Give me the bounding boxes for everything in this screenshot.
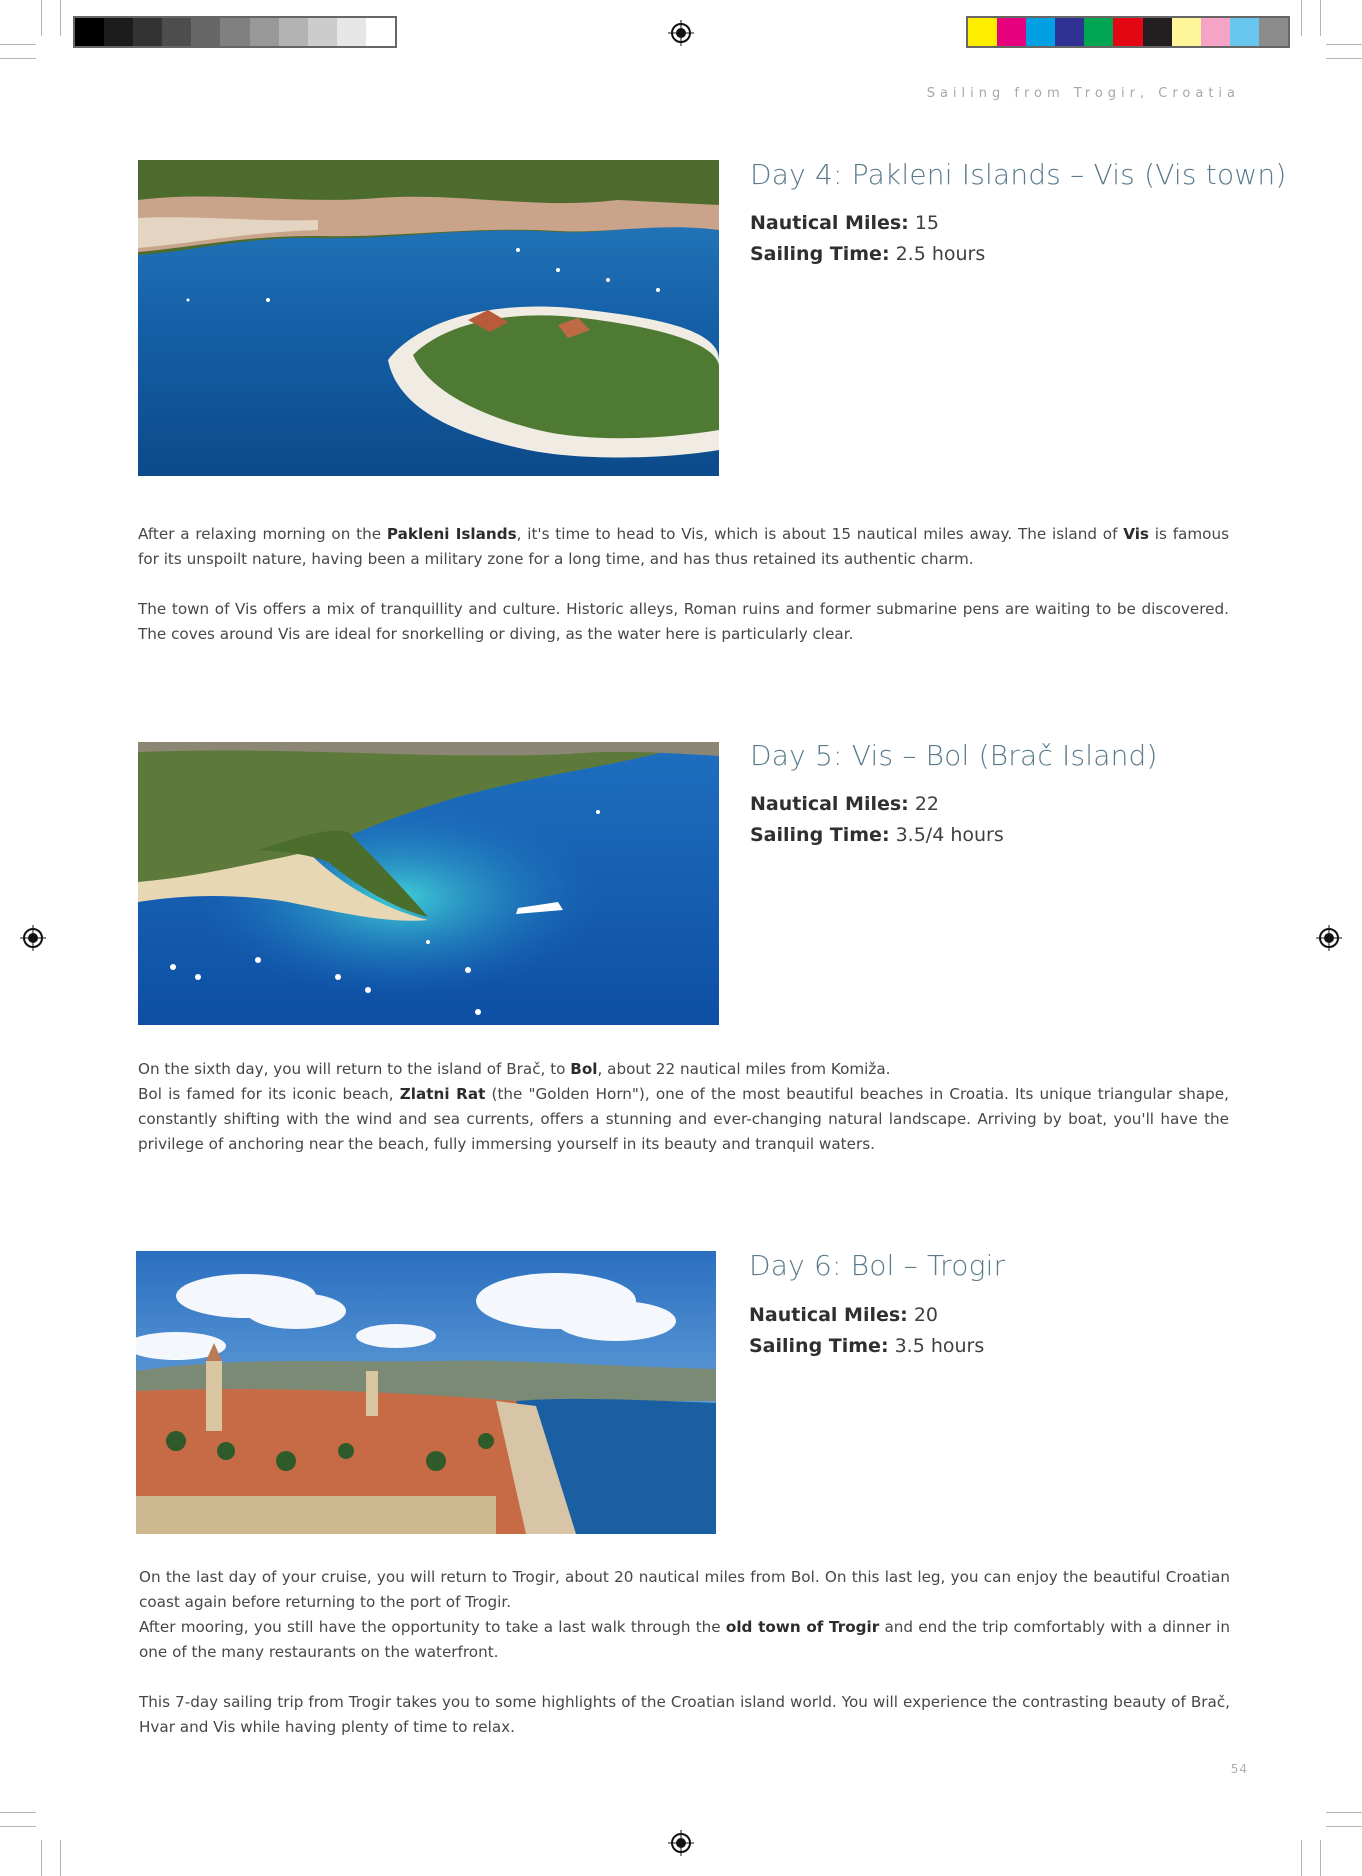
trogir-old-town-photo bbox=[136, 1251, 716, 1534]
day-4-paragraph-2: The town of Vis offers a mix of tranquillity and culture. Historic alleys, Roman ruins and former submarine pens are waiting to be discovered. The coves around Vis are ideal for snorkelling or diving, as the water here is particularly clear. bbox=[138, 600, 1229, 643]
color-swatch bbox=[1230, 18, 1259, 46]
color-swatch bbox=[220, 18, 249, 46]
registration-mark-icon bbox=[668, 20, 694, 46]
day-5-nautical-miles bbox=[750, 793, 939, 815]
day-6-paragraph-2: After mooring, you still have the opportunity to take a last walk through the old town of Trogir and end the trip comfortably with a dinner in one of the many restaurants on the waterfront. bbox=[139, 1618, 1230, 1661]
day-6-sailing-time bbox=[749, 1335, 984, 1357]
color-swatch bbox=[1201, 18, 1230, 46]
nautical-miles-value: 15 bbox=[908, 212, 940, 234]
sailing-time-label: Sailing Time: bbox=[750, 824, 890, 846]
nautical-miles-value: 20 bbox=[907, 1304, 939, 1326]
color-swatch bbox=[1026, 18, 1055, 46]
registration-mark-icon bbox=[1316, 925, 1342, 951]
nautical-miles-label: Nautical Miles: bbox=[750, 793, 909, 815]
sailing-time-label: Sailing Time: bbox=[749, 1335, 889, 1357]
color-swatch bbox=[191, 18, 220, 46]
color-swatch bbox=[997, 18, 1026, 46]
sailing-time-label: Sailing Time: bbox=[750, 243, 890, 265]
color-swatch bbox=[366, 18, 395, 46]
registration-mark-icon bbox=[20, 925, 46, 951]
color-calibration-strip bbox=[966, 16, 1290, 48]
sailing-time-value: 3.5/4 hours bbox=[889, 824, 1004, 846]
color-swatch bbox=[337, 18, 366, 46]
page-number: 54 bbox=[1230, 1762, 1248, 1776]
color-swatch bbox=[308, 18, 337, 46]
color-swatch bbox=[1055, 18, 1084, 46]
nautical-miles-value: 22 bbox=[908, 793, 940, 815]
day-6-title: Day 6: Bol – Trogir bbox=[749, 1249, 1006, 1282]
day-4-paragraph-1: After a relaxing morning on the Pakleni Islands, it's time to head to Vis, which is about 15 nautical miles away. The island of Vis is famous for its unspoilt nature, having been a military zone for a long time, and has thus retained its authentic charm. bbox=[138, 525, 1229, 568]
day-6-paragraph-3: This 7-day sailing trip from Trogir takes you to some highlights of the Croatian island world. You will experience the contrasting beauty of Brač, Hvar and Vis while having plenty of time to relax. bbox=[139, 1693, 1230, 1736]
color-swatch bbox=[1143, 18, 1172, 46]
color-swatch bbox=[1172, 18, 1201, 46]
sailing-time-value: 3.5 hours bbox=[888, 1335, 985, 1357]
day-4-sailing-time bbox=[750, 243, 985, 265]
day-4-title: Day 4: Pakleni Islands – Vis (Vis town) bbox=[750, 158, 1287, 191]
day-6-paragraph-1: On the last day of your cruise, you will return to Trogir, about 20 nautical miles from Bol. On this last leg, you can enjoy the beautiful Croatian coast again before returning to the port of Trogir. bbox=[139, 1568, 1230, 1611]
day-6-nautical-miles bbox=[749, 1304, 938, 1326]
color-swatch bbox=[1084, 18, 1113, 46]
sailing-time-value: 2.5 hours bbox=[889, 243, 986, 265]
gray-calibration-strip bbox=[73, 16, 397, 48]
registration-mark-icon bbox=[668, 1830, 694, 1856]
vis-town-aerial-photo bbox=[138, 160, 719, 476]
day-5-paragraph-1: On the sixth day, you will return to the island of Brač, to Bol, about 22 nautical miles from Komiža. bbox=[138, 1060, 891, 1078]
nautical-miles-label: Nautical Miles: bbox=[750, 212, 909, 234]
day-4-nautical-miles bbox=[750, 212, 939, 234]
color-swatch bbox=[1113, 18, 1142, 46]
nautical-miles-label: Nautical Miles: bbox=[749, 1304, 908, 1326]
running-header: Sailing from Trogir, Croatia bbox=[926, 86, 1240, 101]
color-swatch bbox=[1259, 18, 1288, 46]
day-5-paragraph-2: Bol is famed for its iconic beach, Zlatni Rat (the "Golden Horn"), one of the most beautiful beaches in Croatia. Its unique triangular shape, constantly shifting with the wind and sea currents, offers a stunning and ever-changing natural landscape. Arriving by boat, you'll have the privilege of anchoring near the beach, fully immersing yourself in its beauty and tranquil waters. bbox=[138, 1085, 1229, 1153]
color-swatch bbox=[968, 18, 997, 46]
day-5-sailing-time bbox=[750, 824, 1004, 846]
color-swatch bbox=[279, 18, 308, 46]
zlatni-rat-beach-photo bbox=[138, 742, 719, 1025]
day-5-title: Day 5: Vis – Bol (Brač Island) bbox=[750, 739, 1158, 772]
color-swatch bbox=[162, 18, 191, 46]
color-swatch bbox=[75, 18, 104, 46]
color-swatch bbox=[250, 18, 279, 46]
color-swatch bbox=[133, 18, 162, 46]
color-swatch bbox=[104, 18, 133, 46]
